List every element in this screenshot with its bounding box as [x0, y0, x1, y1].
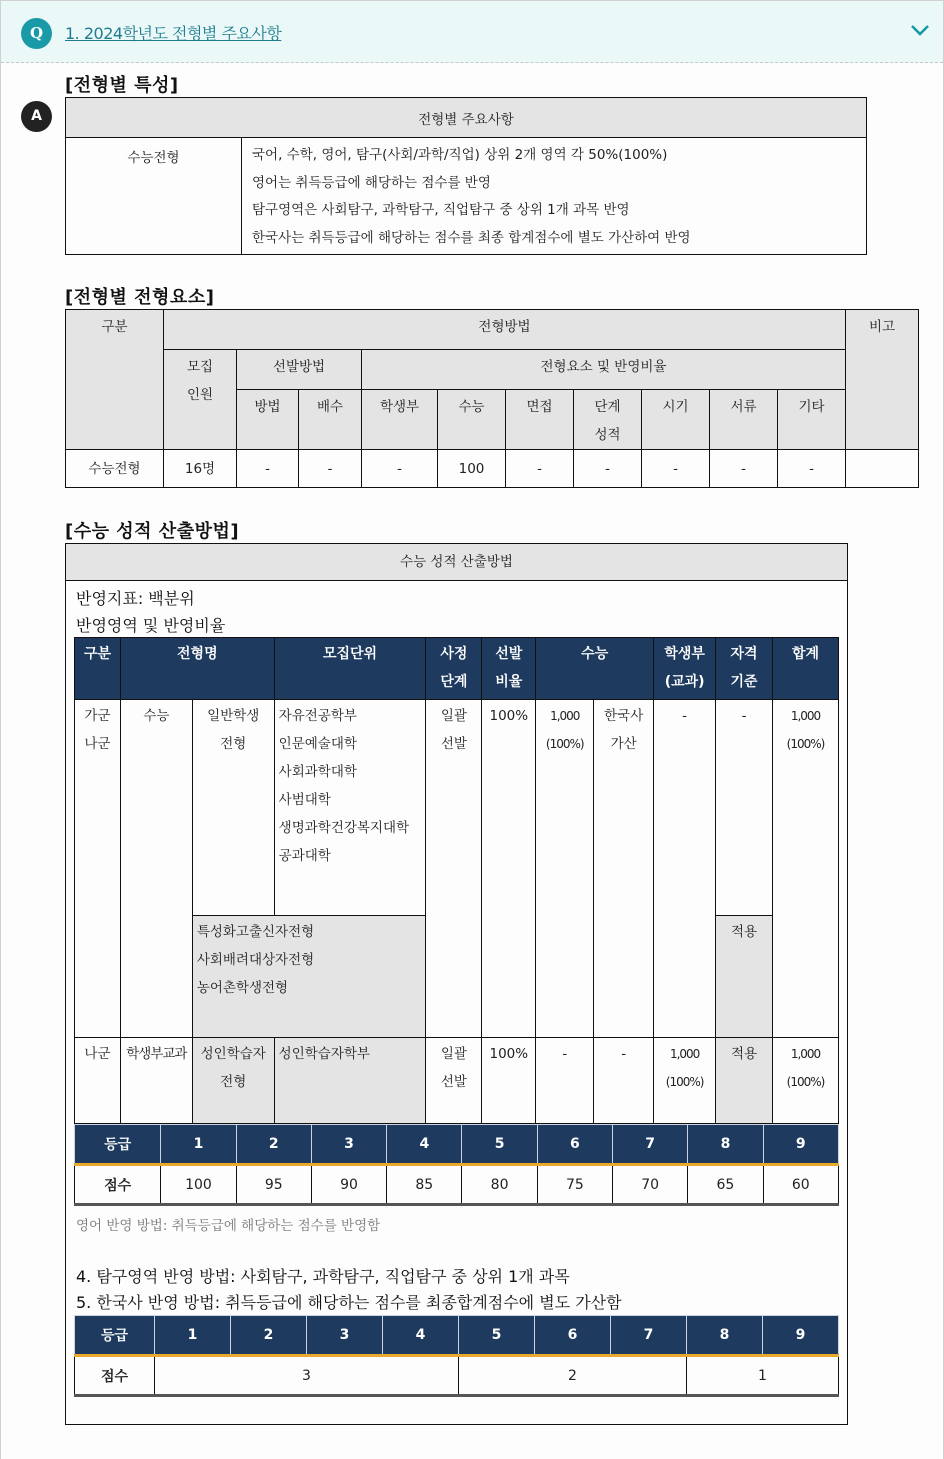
header-total: 합계: [773, 638, 839, 700]
area-line: 반영영역 및 반영비율: [76, 616, 226, 635]
line: 국어, 수학, 영어, 탐구(사회/과학/직업) 상위 2개 영역 각 50%(100%): [252, 147, 668, 163]
grade: 6: [537, 1125, 612, 1165]
score-label: 점수: [75, 1165, 161, 1205]
header-stage-l1: 단계: [594, 399, 621, 415]
grade: 7: [613, 1125, 688, 1165]
l1: 선발: [495, 646, 523, 662]
table-row: [75, 700, 839, 916]
header-sub: 서류: [710, 390, 778, 450]
grade: 3: [307, 1316, 383, 1356]
answer-badge: A: [21, 101, 52, 132]
header-remarks: 비고: [846, 310, 919, 450]
grade: 5: [462, 1125, 537, 1165]
cell: -: [574, 450, 642, 488]
cell-units: [274, 700, 426, 916]
grade: 4: [383, 1316, 459, 1356]
l1: 1,000: [790, 709, 821, 723]
cell-stage: [426, 700, 482, 1038]
header-type: 전형명: [120, 638, 274, 700]
english-grade-table: [74, 1124, 839, 1206]
box-header: 수능 성적 산출방법: [66, 544, 847, 581]
grade: 6: [535, 1316, 611, 1356]
section-title-elements: [전형별 전형요소]: [65, 287, 215, 308]
unit: 공과대학: [278, 848, 331, 864]
unit: 생명과학건강복지대학: [278, 820, 410, 836]
l1: 1,000: [550, 709, 580, 723]
cell-qualification: -: [716, 700, 773, 916]
grade: 4: [387, 1125, 462, 1165]
cell-type: 수능: [120, 700, 192, 1038]
cell-special-types: [192, 916, 426, 1038]
cell-name: [192, 700, 274, 916]
l2: 가산: [610, 736, 637, 752]
characteristics-lines: [242, 138, 867, 255]
cell: -: [299, 450, 362, 488]
l2: 전형: [220, 736, 247, 752]
l1: 일괄: [440, 708, 467, 724]
cell-unit: 성인학습자학부: [274, 1038, 426, 1124]
grade-label: 등급: [75, 1316, 155, 1356]
cell-type: 학생부교과: [120, 1038, 192, 1124]
score: 1: [687, 1356, 839, 1396]
grade: 1: [161, 1125, 236, 1165]
grade-label: 등급: [75, 1125, 161, 1165]
score: 60: [763, 1165, 838, 1205]
header-sub: 수능: [438, 390, 506, 450]
cell-group: [75, 700, 121, 1038]
header-sub: 배수: [299, 390, 362, 450]
line: 영어는 취득등급에 해당하는 점수를 반영: [252, 174, 491, 191]
type-name: 사회배려대상자전형: [196, 952, 315, 968]
l2: (100%): [786, 1075, 825, 1089]
l2: (100%): [665, 1075, 704, 1089]
header-sub: 학생부: [362, 390, 438, 450]
header-stage: [426, 638, 482, 700]
score: 2: [459, 1356, 687, 1396]
l2: 기준: [730, 674, 758, 690]
history-line: 5. 한국사 반영 방법: 취득등급에 해당하는 점수를 최종합계점수에 별도 가산함: [76, 1293, 622, 1312]
unit: 자유전공학부: [278, 708, 357, 724]
cell: -: [642, 450, 710, 488]
grade: 8: [688, 1125, 763, 1165]
header-category: 구분: [66, 310, 164, 450]
cell: -: [778, 450, 846, 488]
cell-record: [654, 1038, 716, 1124]
index-line: 반영지표: 백분위: [76, 589, 195, 608]
header-sub: 시기: [642, 390, 710, 450]
cell-total: [773, 1038, 839, 1124]
cell-csat: -: [536, 1038, 594, 1124]
l2: 비율: [495, 674, 523, 690]
table-row: [66, 450, 919, 488]
l2: 선발: [440, 1074, 467, 1090]
grade: 2: [231, 1316, 307, 1356]
history-grade-table: [74, 1315, 839, 1397]
l1: 일반학생: [207, 708, 260, 724]
score: 90: [311, 1165, 386, 1205]
l1: 일괄: [440, 1046, 467, 1062]
section-title-csat-calculation: [수능 성적 산출방법]: [65, 521, 240, 542]
l1: 1,000: [790, 1047, 821, 1061]
cell-name: [192, 1038, 274, 1124]
cell-record: -: [654, 700, 716, 1038]
grade: 9: [763, 1125, 838, 1165]
cell-qualification: 적용: [716, 1038, 773, 1124]
cell-history: [594, 700, 654, 1038]
header-quota: [164, 350, 237, 450]
line: 탐구영역은 사회탐구, 과학탐구, 직업탐구 중 상위 1개 과목 반영: [252, 202, 630, 218]
cell-ratio: 100%: [482, 700, 536, 1038]
question-badge: Q: [21, 18, 52, 49]
table-row: [75, 1038, 839, 1124]
header-quota-l1: 모집: [186, 359, 214, 375]
header-sub: 면접: [506, 390, 574, 450]
cell-stage: [426, 1038, 482, 1124]
header-qualification: [716, 638, 773, 700]
l1: 학생부: [664, 646, 705, 662]
cell-history: -: [594, 1038, 654, 1124]
type-name: 특성화고출신자전형: [196, 924, 315, 940]
type-name: 농어촌학생전형: [196, 980, 289, 996]
characteristics-table: [65, 97, 867, 255]
header-sub: 기타: [778, 390, 846, 450]
line: 한국사는 취득등급에 해당하는 점수를 최종 합계점수에 별도 가산하여 반영: [252, 229, 691, 246]
score: 3: [155, 1356, 459, 1396]
score: 75: [537, 1165, 612, 1205]
score: 65: [688, 1165, 763, 1205]
score: 85: [387, 1165, 462, 1205]
cell: 수능전형: [66, 450, 164, 488]
l1: 성인학습자: [200, 1046, 266, 1062]
l2: 전형: [220, 1074, 247, 1090]
grade: 2: [236, 1125, 311, 1165]
cell-total: [773, 700, 839, 1038]
header-category: 구분: [75, 638, 121, 700]
header-method: 전형방법: [164, 310, 846, 350]
unit: 사범대학: [278, 792, 331, 808]
score-label: 점수: [75, 1356, 155, 1396]
header-record: [654, 638, 716, 700]
cell: -: [710, 450, 778, 488]
unit: 사회과학대학: [278, 764, 357, 780]
table-header: 전형별 주요사항: [66, 98, 867, 138]
header-ratio: [482, 638, 536, 700]
header-sub-stage: [574, 390, 642, 450]
header-unit: 모집단위: [274, 638, 426, 700]
grade: 1: [155, 1316, 231, 1356]
cell-group: 나군: [75, 1038, 121, 1124]
chevron-down-icon[interactable]: [909, 21, 931, 39]
l1: 1,000: [669, 1047, 700, 1061]
grade: 9: [763, 1316, 839, 1356]
header-stage-l2: 성적: [594, 427, 621, 443]
unit: 인문예술대학: [278, 736, 357, 752]
header-selection: 선발방법: [237, 350, 362, 390]
l1: 자격: [730, 646, 758, 662]
csat-calculation-box: [65, 543, 848, 1425]
grade: 7: [611, 1316, 687, 1356]
l2: 단계: [440, 674, 468, 690]
section-title-characteristics: [전형별 특성]: [65, 75, 179, 96]
l1: 가군: [84, 708, 111, 724]
l1: 사정: [440, 646, 468, 662]
english-note: 영어 반영 방법: 취득등급에 해당하는 점수를 반영함: [76, 1218, 381, 1234]
score: 100: [161, 1165, 236, 1205]
cell: -: [237, 450, 299, 488]
cell: [846, 450, 919, 488]
l2: 나군: [84, 736, 111, 752]
row-label: 수능전형: [66, 138, 242, 255]
cell: 16명: [164, 450, 237, 488]
cell: -: [362, 450, 438, 488]
cell: 100: [438, 450, 506, 488]
l2: (100%): [545, 737, 584, 751]
header-quota-l2: 인원: [186, 387, 214, 403]
header-elements: 전형요소 및 반영비율: [362, 350, 846, 390]
grade: 8: [687, 1316, 763, 1356]
question-title-link[interactable]: 1. 2024학년도 전형별 주요사항: [65, 24, 282, 43]
l2: (100%): [786, 737, 825, 751]
header-csat: 수능: [536, 638, 654, 700]
l2: (교과): [664, 674, 705, 690]
score: 80: [462, 1165, 537, 1205]
header-sub: 방법: [237, 390, 299, 450]
inquiry-line: 4. 탐구영역 반영 방법: 사회탐구, 과학탐구, 직업탐구 중 상위 1개 과목: [76, 1267, 570, 1286]
cell: -: [506, 450, 574, 488]
grade: 3: [311, 1125, 386, 1165]
cell-ratio: 100%: [482, 1038, 536, 1124]
ratio-table: [74, 637, 839, 1124]
question-header[interactable]: [1, 1, 943, 63]
l2: 선발: [440, 736, 467, 752]
score: 95: [236, 1165, 311, 1205]
score: 70: [613, 1165, 688, 1205]
grade: 5: [459, 1316, 535, 1356]
cell-csat: [536, 700, 594, 1038]
elements-table: [65, 309, 919, 488]
l1: 한국사: [604, 708, 644, 724]
cell-qualification: 적용: [716, 916, 773, 1038]
